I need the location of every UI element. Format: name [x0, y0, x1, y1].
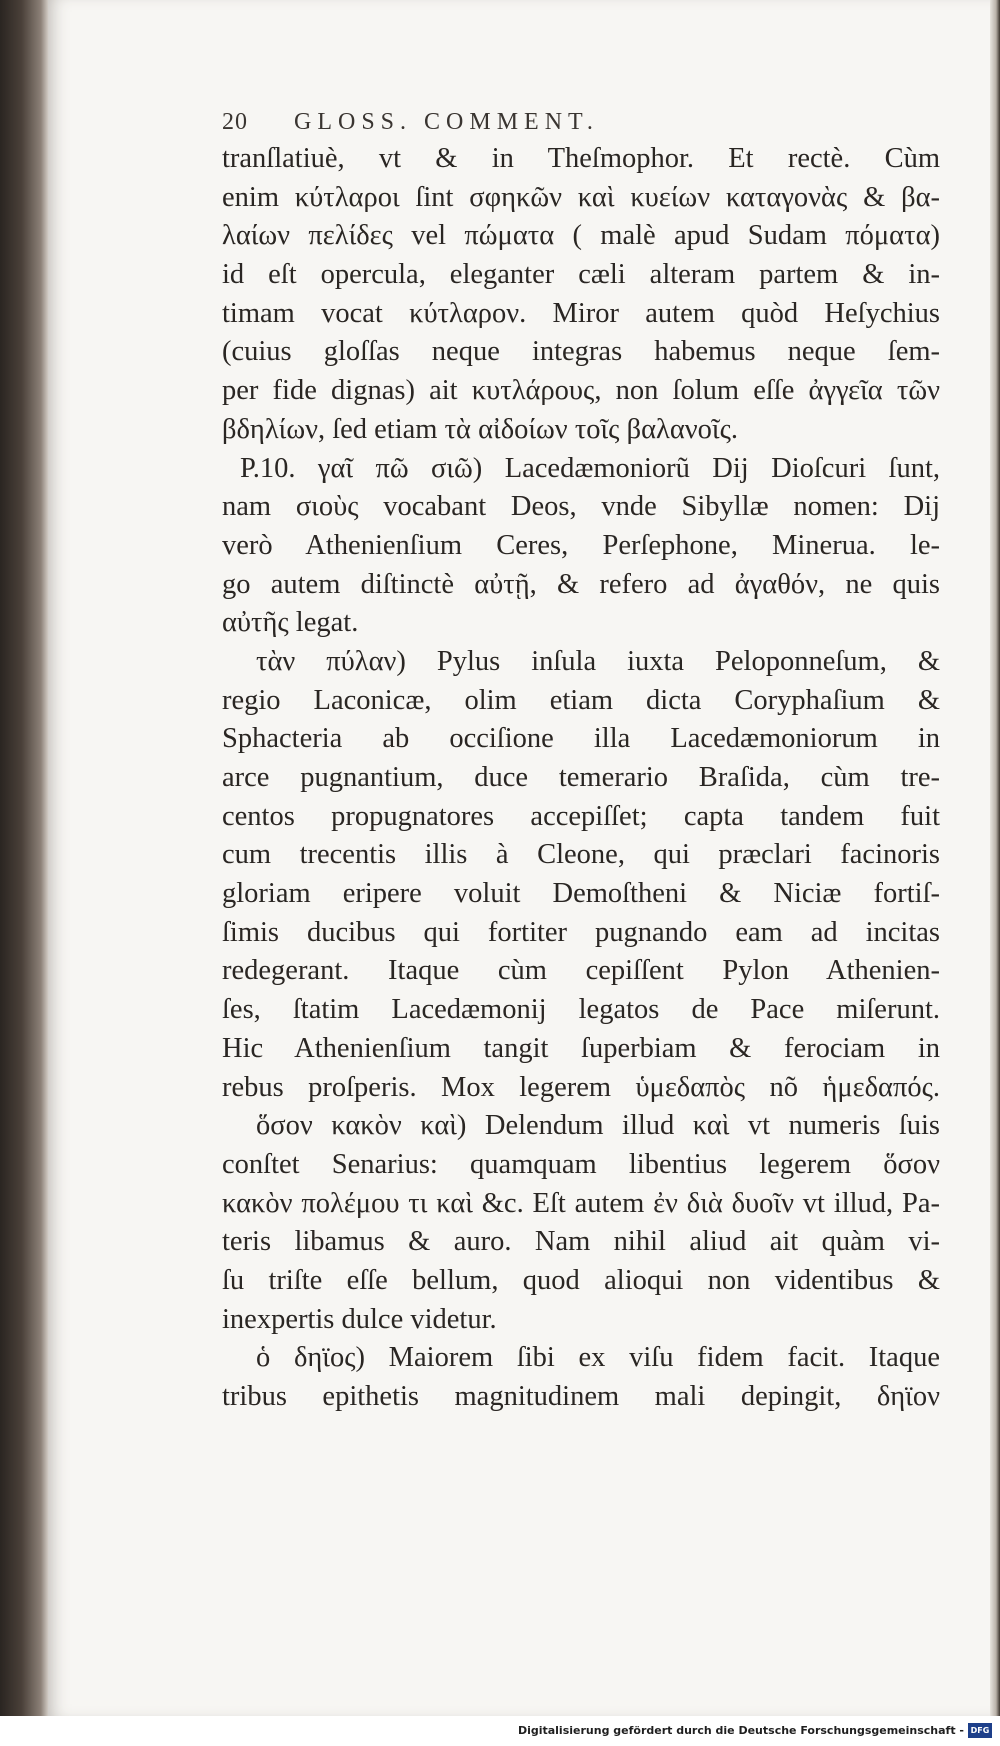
footer-credit: Digitalisierung gefördert durch die Deutsche Forschungsgemeinschaft - [517, 1724, 964, 1737]
text-line: ſes, ſtatim Lacedæmonij legatos de Pace miſerunt. [222, 994, 940, 1026]
running-title: GLOSS. COMMENT. [294, 109, 599, 135]
text-line: βδηλίων, ſed etiam τὰ αἰδοίων τοῖς βαλανοῖς. [222, 413, 738, 445]
text-line: centos propugnatores accepiſſet; capta tandem fuit [222, 800, 940, 832]
text-line: αὐτῆς legat. [222, 607, 359, 639]
text-line: rebus proſperis. Mox legerem ὑμεδαπὸς nõ ἡμεδαπός. [222, 1071, 940, 1103]
text-line: ὁ δηϊος) Maiorem ſibi ex viſu fidem facit. Itaque [256, 1342, 940, 1374]
text-line: ſimis ducibus qui fortiter pugnando eam ad incitas [222, 916, 940, 948]
page-number: 20 [222, 109, 248, 135]
text-line: ὅσον κακὸν καὶ) Delendum illud καὶ vt numeris ſuis [256, 1110, 940, 1142]
text-line: κακὸν πολέμου τι καὶ &c. Eſt autem ἐν διὰ δυοῖν vt illud, Pa- [222, 1187, 940, 1219]
running-head [222, 104, 940, 140]
text-line: per fide dignas) ait κυτλάρους, non ſolum eſſe ἀγγεῖα τῶν [222, 375, 940, 407]
text-line: verò Athenienſium Ceres, Perſephone, Minerua. le- [222, 529, 940, 561]
text-line: regio Laconicæ, olim etiam dicta Coryphaſium & [222, 684, 940, 716]
text-line: inexpertis dulce videtur. [222, 1303, 497, 1335]
text-line: teris libamus & auro. Nam nihil aliud ait quàm vi- [222, 1226, 940, 1258]
text-line: conſtet Senarius: quamquam libentius legerem ὅσον [222, 1148, 940, 1180]
text-line: λαίων πελίδες vel πώματα ( malè apud Sudam πόματα) [222, 220, 940, 252]
text-line: arce pugnantium, duce temerario Braſida, cùm tre- [222, 762, 940, 793]
dfg-logo: DFG [968, 1723, 992, 1738]
text-line: cum trecentis illis à Cleone, qui præclari facinoris [222, 839, 940, 871]
book-spine-shadow [0, 0, 48, 1716]
text-line: τὰν πύλαν) Pylus inſula iuxta Peloponneſum, & [256, 645, 940, 677]
text-line: nam σιοὺς vocabant Deos, vnde Sibyllæ nomen: Dij [222, 491, 940, 523]
text-line: enim κύτλαροι ſint σφηκῶν καὶ κυείων καταγονὰς & βα- [222, 181, 940, 213]
text-line: P.10. γαῖ πῶ σιῶ) Lacedæmoniorũ Dij Dioſcuri ſunt, [240, 452, 940, 484]
text-line: timam vocat κύτλαρον. Miror autem quòd Heſychius [222, 297, 940, 329]
digitization-footer [0, 1716, 1000, 1746]
text-line: Hic Athenienſium tangit ſuperbiam & ferociam in [222, 1032, 940, 1064]
page-edge [990, 0, 1000, 1716]
text-line: id eſt opercula, eleganter cæli alteram partem & in- [222, 259, 940, 291]
text-line: (cuius gloſſas neque integras habemus neque ſem- [222, 336, 940, 368]
text-line: tribus epithetis magnitudinem mali depingit, δηϊον [222, 1381, 940, 1412]
text-line: Sphacteria ab occiſione illa Lacedæmoniorum in [222, 723, 940, 755]
text-block [222, 104, 940, 1417]
text-line: gloriam eripere voluit Demoſtheni & Niciæ fortiſ- [222, 878, 940, 910]
text-line: go autem diſtinctè αὐτῇ, & refero ad ἀγαθόν, ne quis [222, 568, 940, 600]
text-line: redegerant. Itaque cùm cepiſſent Pylon Athenien- [222, 955, 940, 987]
text-line: ſu triſte eſſe bellum, quod alioqui non videntibus & [222, 1264, 940, 1296]
text-line: tranſlatiuè, vt & in Theſmophor. Et rectè. Cùm [222, 143, 940, 174]
